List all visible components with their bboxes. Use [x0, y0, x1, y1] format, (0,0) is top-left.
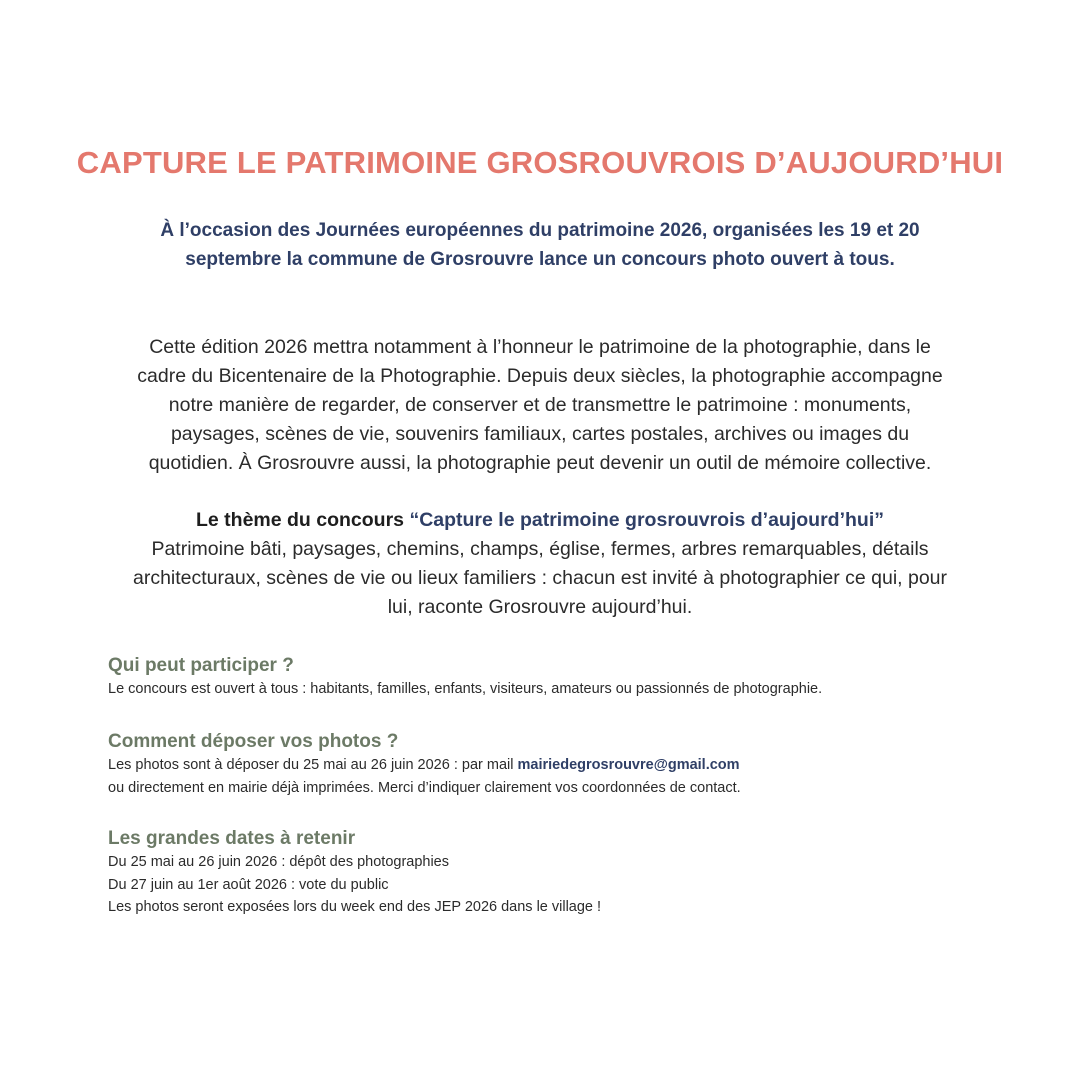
intro-paragraph	[120, 216, 960, 274]
date-line: Du 27 juin au 1er août 2026 : vote du public	[108, 876, 389, 893]
theme-block	[90, 506, 990, 622]
email-link[interactable]: mairiedegrosrouvre@gmail.com	[517, 757, 740, 773]
theme-label: Le thème du concours	[195, 509, 410, 531]
description-paragraph	[100, 333, 980, 478]
section-text: Le concours est ouvert à tous : habitants, familles, enfants, visiteurs, amateurs ou passionnés de photographie.	[108, 681, 823, 697]
section-text	[108, 754, 1008, 777]
intro-line: septembre la commune de Grosrouvre lance un concours photo ouvert à tous.	[185, 249, 895, 270]
description-line: paysages, scènes de vie, souvenirs familiaux, cartes postales, archives ou images du	[170, 423, 910, 445]
section-heading: Qui peut participer ?	[108, 655, 294, 676]
date-line: Les photos seront exposées lors du week end des JEP 2026 dans le village !	[108, 899, 602, 915]
section-who-can-participate	[108, 654, 1008, 701]
submission-period-text: Les photos sont à déposer du 25 mai au 26 juin 2026 : par mail	[108, 757, 518, 773]
section-heading: Les grandes dates à retenir	[108, 828, 356, 849]
section-how-to-submit	[108, 730, 1008, 799]
section-key-dates	[108, 827, 1008, 919]
date-line: Du 25 mai au 26 juin 2026 : dépôt des photographies	[108, 854, 449, 870]
theme-line: lui, raconte Grosrouvre aujourd’hui.	[387, 596, 693, 618]
theme-heading	[90, 506, 990, 535]
intro-line: À l’occasion des Journées européennes du patrimoine 2026, organisées les 19 et 20	[160, 220, 920, 241]
description-line: notre manière de regarder, de conserver et de transmettre le patrimoine : monuments,	[168, 394, 912, 416]
description-line: cadre du Bicentenaire de la Photographie. Depuis deux siècles, la photographie accompagne	[137, 365, 943, 387]
page-title: CAPTURE LE PATRIMOINE GROSROUVROIS D’AUJOURD’HUI	[76, 145, 1004, 180]
section-text: ou directement en mairie déjà imprimées. Merci d’indiquer clairement vos coordonnées de contact.	[108, 779, 741, 796]
description-line: quotidien. À Grosrouvre aussi, la photographie peut devenir un outil de mémoire collective.	[148, 452, 932, 474]
description-line: Cette édition 2026 mettra notamment à l’honneur le patrimoine de la photographie, dans le	[149, 336, 931, 358]
theme-line: architecturaux, scènes de vie ou lieux familiers : chacun est invité à photographier ce qui, pour	[132, 567, 948, 589]
theme-name: “Capture le patrimoine grosrouvrois d’aujourd’hui”	[409, 509, 884, 531]
section-heading: Comment déposer vos photos ?	[108, 731, 399, 752]
theme-line: Patrimoine bâti, paysages, chemins, champs, église, fermes, arbres remarquables, détails	[151, 538, 929, 560]
